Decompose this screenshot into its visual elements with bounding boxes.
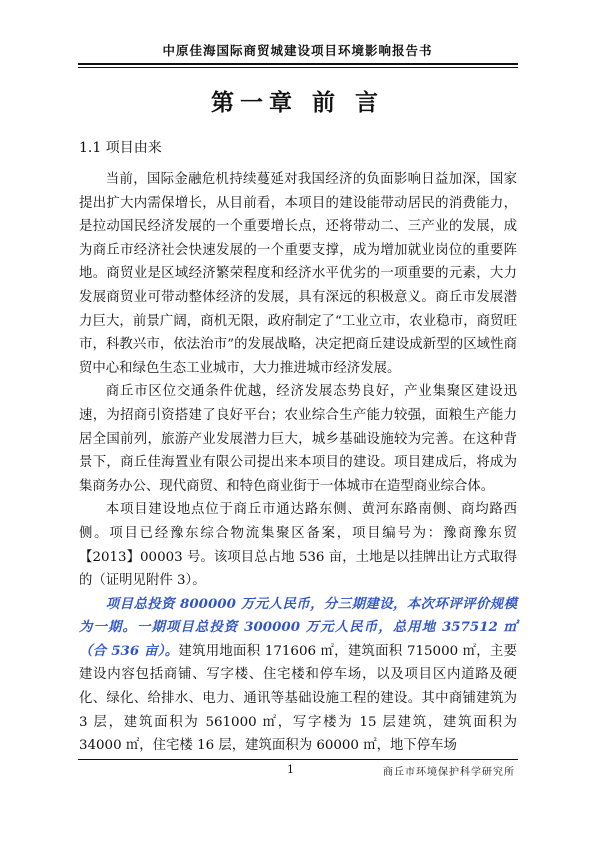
paragraph-background: 当前，国际金融危机持续蔓延对我国经济的负面影响日益加深，国家提出扩大内需保增长，从目前看，本项目的建设能带动居民的消费能力，是拉动国民经济发展的一个重要增长点，还将带动二、三产业的发展，成为商丘市经济社会快速发展的一个重要支撑，成为增加就业岗位的重要阵地。商贸业是区域经济繁荣程度和经济水平优劣的一项重要的元素，大力发展商贸业可带动整体经济的发展，具有深远的积极意义。商丘市发展潜力巨大，前景广阔，商机无限，政府制定了“工业立市，农业稳市，商贸旺市，科教兴市，依法治市”的发展战略，决定把商丘建设成新型的区域性商贸中心和绿色生态工业城市，大力推进城市经济发展。 (79, 172, 517, 376)
chapter-title: 第一章 前 言 (210, 89, 384, 116)
header-rule-thick (78, 63, 518, 65)
header-rule-thin (78, 67, 518, 68)
paragraph-location-advantages: 商丘市区位交通条件优越，经济发展态势良好，产业集聚区建设迅速，为招商引资搭建了良好平台；农业综合生产能力较强，面粮生产能力居全国前列，旅游产业发展潜力巨大，城乡基础设施较为完善。在这种背景下，商丘佳海置业有限公司提出来本项目的建设。项目建成后，将成为集商务办公、现代商贸、和特色商业街于一体城市在造型商业综合体。 (79, 384, 517, 494)
investment-highlight: 项目总投资 800000 万元人民币，分三期建设，本次环评评价规模为一期。一期项目总投资 300000 万元人民币，总用地 357512 ㎡（合 536 亩）。 (79, 595, 517, 659)
paragraph-investment (79, 593, 517, 758)
section-heading: 1.1 项目由来 (79, 140, 162, 156)
report-header-title: 中原佳海国际商贸城建设项目环境影响报告书 (162, 43, 433, 58)
body-text (79, 168, 517, 758)
footer-organization: 商丘市环境保护科学研究所 (383, 767, 515, 778)
paragraph-project-site: 本项目建设地点位于商丘市通达路东侧、黄河东路南侧、商均路西侧。项目已经豫东综合物流集聚区备案，项目编号为：豫商豫东贸【2013】00003 号。该项目总占地 536 亩，土地是以挂牌出让方式取得的（证明见附件 3）。 (79, 502, 517, 589)
investment-details: 建筑用地面积 171606 ㎡，建筑面积 715000 ㎡，主要建设内容包括商铺、写字楼、住宅楼和停车场，以及项目区内道路及硬化、绿化、给排水、电力、通讯等基础设施工程的建设。其中商铺建筑为 3 层，建筑面积为 561000 ㎡，写字楼为 15 层建筑，建筑面积为 34000 ㎡，住宅楼 16 层，建筑面积为 60000 ㎡，地下停车场 (79, 643, 517, 754)
page-number: 1 (287, 763, 294, 776)
footer-rule (78, 759, 518, 760)
